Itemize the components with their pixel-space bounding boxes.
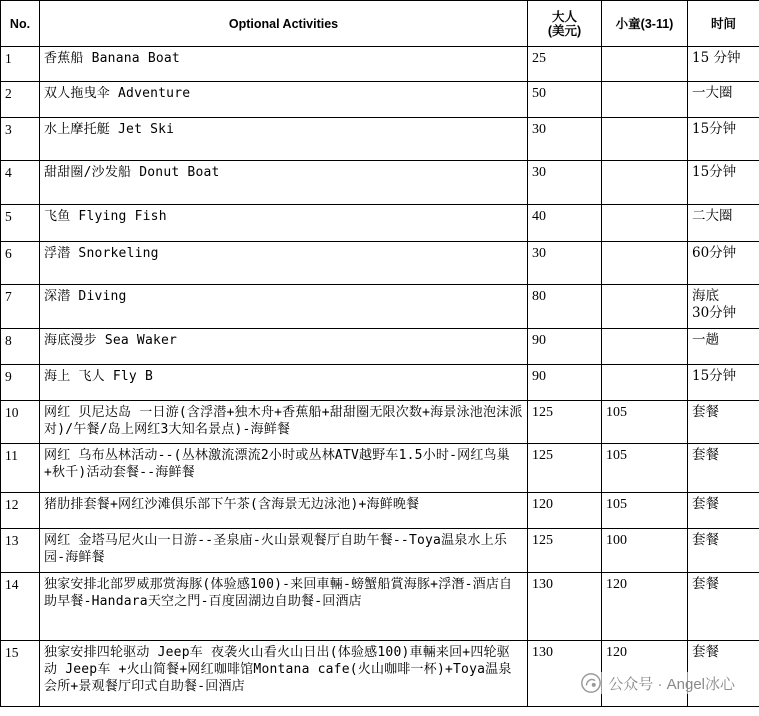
cell-adult-price: 50 [528, 82, 602, 118]
cell-duration: 海底 30分钟 [688, 285, 759, 329]
cell-no: 5 [1, 205, 40, 242]
cell-activity: 海上 飞人 Fly B [40, 365, 528, 401]
cell-adult-price: 30 [528, 242, 602, 285]
table-row [1, 82, 759, 118]
cell-duration: 15分钟 [688, 118, 759, 161]
cell-child-price: 105 [602, 444, 688, 493]
cell-adult-price: 30 [528, 161, 602, 205]
watermark-text: 公众号 · Angel冰心 [608, 675, 735, 693]
cell-child-price [602, 161, 688, 205]
table-row [1, 118, 759, 161]
cell-no: 12 [1, 493, 40, 529]
header-row [1, 1, 759, 47]
table-row [1, 47, 759, 82]
cell-duration: 15 分钟 [688, 47, 759, 82]
cell-child-price [602, 365, 688, 401]
cell-duration: 一大圈 [688, 82, 759, 118]
cell-child-price [602, 82, 688, 118]
cell-adult-price: 125 [528, 401, 602, 444]
cell-no: 4 [1, 161, 40, 205]
table-row [1, 573, 759, 641]
cell-activity: 网红 贝尼达岛 一日游(含浮潜+独木舟+香蕉船+甜甜圈无限次数+海景泳池泡沫派对)/午餐/岛上网红3大知名景点)-海鲜餐 [40, 401, 528, 444]
cell-duration: 套餐 [688, 529, 759, 573]
cell-activity: 网红 金塔马尼火山一日游--圣泉庙-火山景观餐厅自助午餐--Toya温泉水上乐园-海鲜餐 [40, 529, 528, 573]
cell-duration: 60分钟 [688, 242, 759, 285]
cell-activity: 猪肋排套餐+网红沙滩俱乐部下午茶(含海景无边泳池)+海鲜晚餐 [40, 493, 528, 529]
cell-activity: 甜甜圈/沙发船 Donut Boat [40, 161, 528, 205]
cell-no: 2 [1, 82, 40, 118]
cell-child-price [602, 329, 688, 365]
cell-no: 11 [1, 444, 40, 493]
cell-activity: 网红 乌布丛林活动--(丛林激流漂流2小时或丛林ATV越野车1.5小时-网红鸟巢+秋千)活动套餐--海鲜餐 [40, 444, 528, 493]
cell-activity: 浮潜 Snorkeling [40, 242, 528, 285]
cell-activity: 水上摩托艇 Jet Ski [40, 118, 528, 161]
cell-duration: 一趟 [688, 329, 759, 365]
header-time: 时间 [688, 1, 759, 47]
cell-no: 6 [1, 242, 40, 285]
watermark [580, 672, 735, 694]
cell-adult-price: 90 [528, 329, 602, 365]
table-row [1, 242, 759, 285]
header-activity: Optional Activities [40, 1, 528, 47]
cell-duration: 二大圈 [688, 205, 759, 242]
cell-child-price [602, 118, 688, 161]
cell-adult-price: 130 [528, 641, 602, 707]
cell-activity: 飞鱼 Flying Fish [40, 205, 528, 242]
cell-child-price: 100 [602, 529, 688, 573]
cell-child-price: 120 [602, 641, 688, 707]
cell-activity: 双人拖曳伞 Adventure [40, 82, 528, 118]
cell-duration: 套餐 [688, 573, 759, 641]
cell-adult-price: 25 [528, 47, 602, 82]
cell-activity: 海底漫步 Sea Waker [40, 329, 528, 365]
table-row [1, 444, 759, 493]
cell-no: 9 [1, 365, 40, 401]
table-row [1, 161, 759, 205]
header-child: 小童(3-11) [602, 1, 688, 47]
cell-adult-price: 90 [528, 365, 602, 401]
cell-no: 3 [1, 118, 40, 161]
header-adult: 大人 (美元) [528, 1, 602, 47]
table-row [1, 401, 759, 444]
table-row [1, 529, 759, 573]
table-row [1, 205, 759, 242]
cell-no: 15 [1, 641, 40, 707]
cell-no: 8 [1, 329, 40, 365]
cell-no: 10 [1, 401, 40, 444]
table-row [1, 329, 759, 365]
cell-adult-price: 30 [528, 118, 602, 161]
cell-no: 1 [1, 47, 40, 82]
cell-adult-price: 130 [528, 573, 602, 641]
cell-duration: 15分钟 [688, 161, 759, 205]
cell-no: 14 [1, 573, 40, 641]
table-row [1, 285, 759, 329]
cell-activity: 香蕉船 Banana Boat [40, 47, 528, 82]
wechat-official-account-icon [580, 672, 602, 694]
cell-child-price [602, 205, 688, 242]
cell-child-price: 105 [602, 493, 688, 529]
cell-no: 7 [1, 285, 40, 329]
cell-activity: 独家安排北部罗威那赏海豚(体验感100)-来回車輛-螃蟹船賞海豚+浮潛-酒店自助早餐-Handara天空之門-百度固湖边自助餐-回酒店 [40, 573, 528, 641]
cell-child-price [602, 47, 688, 82]
cell-adult-price: 125 [528, 444, 602, 493]
cell-child-price [602, 242, 688, 285]
cell-child-price [602, 285, 688, 329]
header-no: No. [1, 1, 40, 47]
cell-activity: 独家安排四轮驱动 Jeep车 夜袭火山看火山日出(体验感100)車輛来回+四轮驱动 Jeep车 +火山简餐+网红咖啡馆Montana cafe(火山咖啡一杯)+Toya温泉会所+景观餐厅印式自助餐-回酒店 [40, 641, 528, 707]
cell-duration: 套餐 [688, 641, 759, 707]
cell-child-price: 105 [602, 401, 688, 444]
table-row [1, 493, 759, 529]
cell-duration: 15分钟 [688, 365, 759, 401]
cell-adult-price: 80 [528, 285, 602, 329]
cell-no: 13 [1, 529, 40, 573]
table-row [1, 365, 759, 401]
cell-duration: 套餐 [688, 444, 759, 493]
cell-child-price: 120 [602, 573, 688, 641]
cell-adult-price: 125 [528, 529, 602, 573]
cell-duration: 套餐 [688, 493, 759, 529]
cell-duration: 套餐 [688, 401, 759, 444]
cell-activity: 深潜 Diving [40, 285, 528, 329]
cell-adult-price: 40 [528, 205, 602, 242]
cell-adult-price: 120 [528, 493, 602, 529]
